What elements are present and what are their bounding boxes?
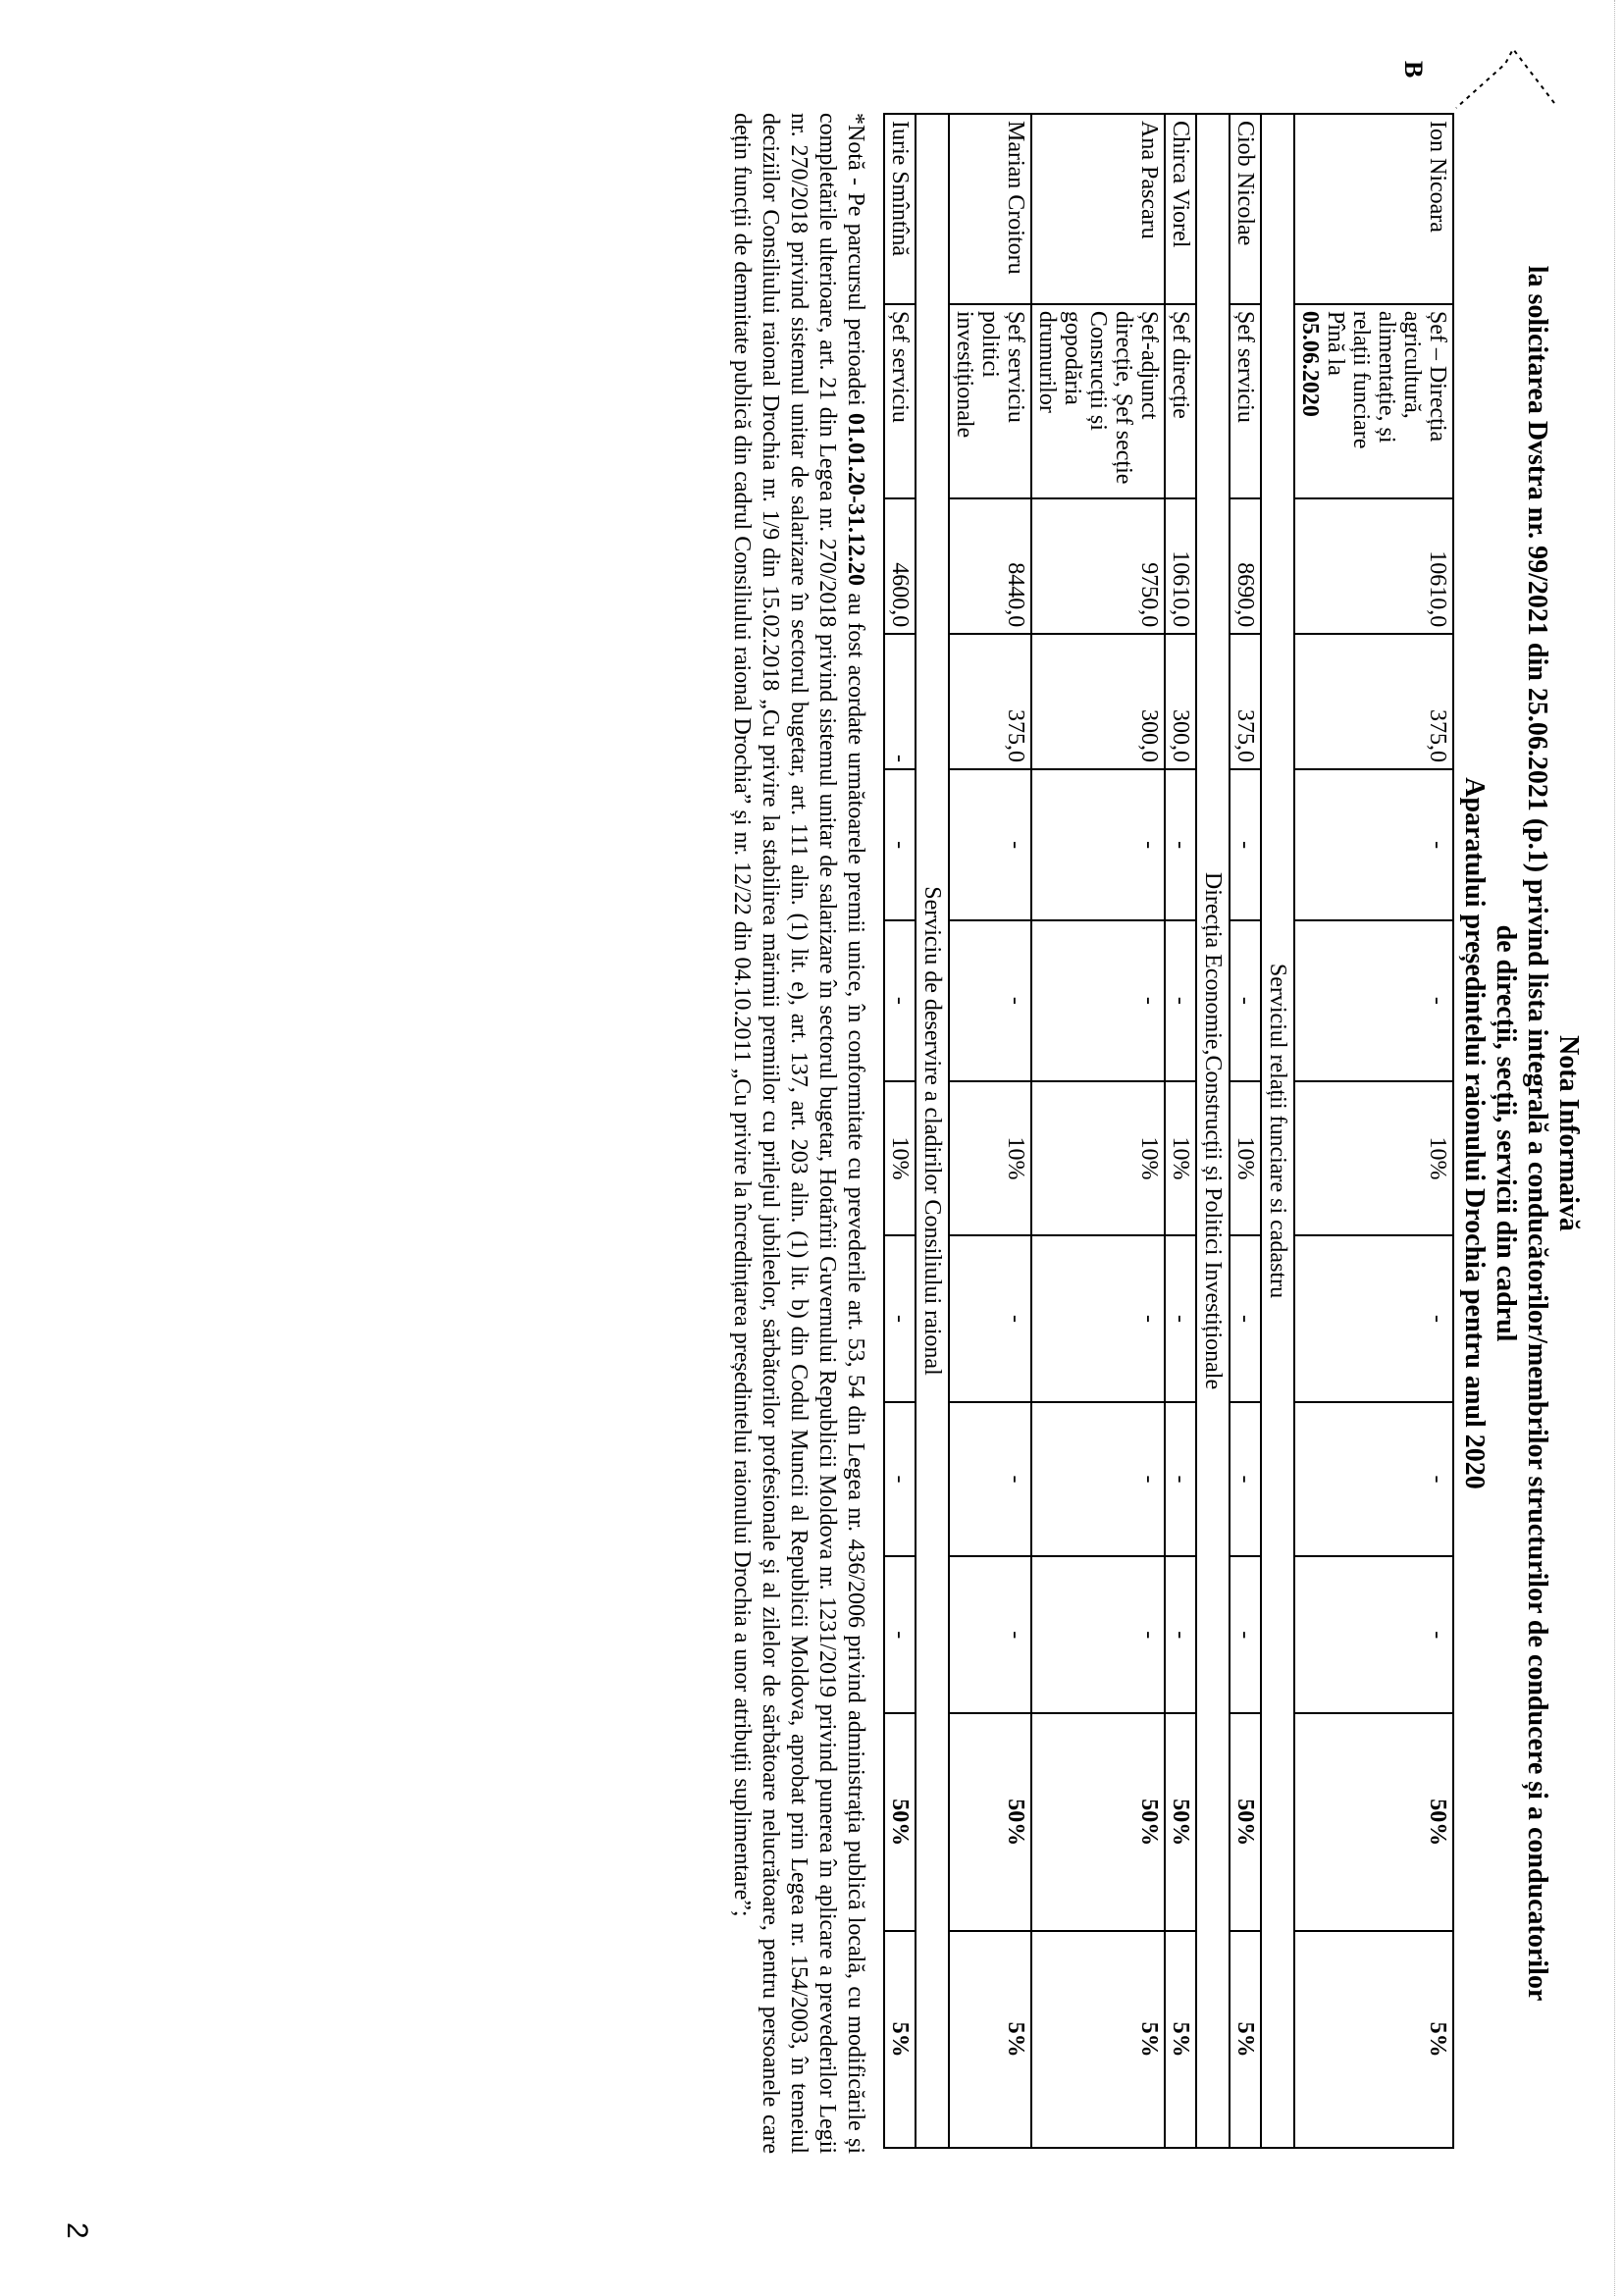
role-text: Șef-adjunct direcție, Șef secție Consrucții și gopodăria drumurilor	[1034, 310, 1162, 485]
table-body	[884, 114, 1453, 2148]
cell-value: -	[884, 634, 916, 769]
role-date: 05.06.2020	[1297, 310, 1323, 417]
cell-value: -	[884, 1556, 916, 1713]
cell-value: -	[1165, 769, 1196, 920]
cell-value: 300,0	[1031, 634, 1165, 769]
cell-value: -	[1294, 1235, 1453, 1401]
cell-value: -	[1031, 769, 1165, 920]
cell-value: 5%	[1165, 1931, 1196, 2148]
cell-value: -	[884, 1402, 916, 1557]
cell-value: 4600,0	[884, 498, 916, 634]
cell-value: 10%	[949, 1081, 1031, 1236]
cell-value: 5%	[949, 1931, 1031, 2148]
cell-value: -	[949, 1556, 1031, 1713]
cell-role	[884, 304, 916, 499]
cell-value: 8690,0	[1230, 498, 1261, 634]
cell-value: 50%	[1165, 1713, 1196, 1931]
cell-value: 5%	[1230, 1931, 1261, 2148]
cell-value: -	[949, 769, 1031, 920]
cell-value: -	[1230, 920, 1261, 1081]
table-row	[1230, 114, 1261, 2148]
footnote-period: 01.01.20-31.12.20	[843, 413, 868, 587]
section-label: Serviciu de deservire a cladirilor Consiliului raional	[916, 114, 949, 2148]
section-label: Serviciul relații funciare si cadastru	[1261, 114, 1294, 2148]
cell-name: Ciob Nicolae	[1230, 114, 1261, 304]
table-row	[884, 114, 916, 2148]
cell-value: -	[884, 769, 916, 920]
cell-role	[1165, 304, 1196, 499]
cell-name: Ana Pascaru	[1031, 114, 1165, 304]
role-text: Șef serviciu	[1232, 310, 1258, 423]
cell-role	[1294, 304, 1453, 499]
cell-value: -	[1294, 1556, 1453, 1713]
document-title: Nota Informaivă	[1553, 1035, 1584, 1231]
cell-value: -	[1031, 920, 1165, 1081]
cell-value: 10610,0	[1294, 498, 1453, 634]
footnote-prefix: *Notă - Pe parcursul perioadei	[843, 113, 868, 414]
cell-value: 5%	[1031, 1931, 1165, 2148]
cell-value: -	[1230, 769, 1261, 920]
cell-role	[949, 304, 1031, 499]
cell-value: 10%	[1230, 1081, 1261, 1236]
cell-name: Iurie Smîntînă	[884, 114, 916, 304]
cell-role	[1031, 304, 1165, 499]
leaders-table	[883, 113, 1454, 2149]
cell-value: -	[1230, 1556, 1261, 1713]
footnote-body: au fost acordate următoarele premii unice, în conformitate cu prevederile art. 53, 54 din Legea nr. 436/2006 privind administrația publică locală, cu modificările și completările ulterioare, art. 21 din Legea nr. 270/2018 privind sistemul unitar de salarizare în sectorul bugetar, Hotărîrii Guvernului Republicii Moldova nr. 1231/2019 privind punerea în aplicare a prevederilor Legii nr. 270/2018 privind sistemul unitar de salarizare în sectorul bugetar, art. 111 alin. (1) lit. e), art. 137, art. 203 alin. (1) lit. b) din Codul Muncii al Republicii Moldova, aprobat prin Legea nr. 154/2003, în temeiul deciziilor Consiliului raional Drochia nr. 1/9 din 15.02.2018 „Cu privire la stabilirea mărimii premiilor cu prilejul jubileelor, sărbătorilor profesionale și al zilelor de sărbătoare nelucrătoare, pentru persoanele care dețin funcții de demnitate publică din cadrul Consiliului raional Drochia” și nr. 12/22 din 04.10.2011 „Cu privire la încredințarea președintelui raionului Drochia a unor atribuții suplimentare”;	[729, 113, 868, 2155]
table-row	[1165, 114, 1196, 2148]
cell-value: -	[1294, 1402, 1453, 1557]
cell-value: 5%	[884, 1931, 916, 2148]
cell-value: -	[949, 920, 1031, 1081]
page-content	[727, 113, 1584, 2154]
cell-value: -	[949, 1402, 1031, 1557]
cell-role	[1230, 304, 1261, 499]
section-label: Direcția Economie,Construcții și Politici Investiționale	[1196, 114, 1230, 2148]
cell-name: Chirca Viorel	[1165, 114, 1196, 304]
cell-value: 375,0	[1294, 634, 1453, 769]
cell-value: 50%	[1031, 1713, 1165, 1931]
table-row	[1031, 114, 1165, 2148]
margin-mark: B	[1399, 61, 1428, 78]
cell-value: 10%	[1165, 1081, 1196, 1236]
cell-value: 9750,0	[1031, 498, 1165, 634]
cell-value: -	[1230, 1402, 1261, 1557]
role-text: Șef direcție	[1168, 310, 1193, 419]
cell-value: -	[1294, 920, 1453, 1081]
cell-value: -	[949, 1235, 1031, 1401]
page-number: 2	[61, 2222, 93, 2239]
document-header	[1458, 113, 1584, 2154]
cell-value: -	[1031, 1235, 1165, 1401]
cell-name: Marian Croitoru	[949, 114, 1031, 304]
document-subtitle-line2: de direcții, secții, servicii din cadrul	[1491, 924, 1521, 1342]
cell-value: 8440,0	[949, 498, 1031, 634]
cell-value: 10%	[1031, 1081, 1165, 1236]
cell-value: -	[1165, 1556, 1196, 1713]
table-row	[949, 114, 1031, 2148]
cell-name: Ion Nicoara	[1294, 114, 1453, 304]
cell-value: -	[1165, 1402, 1196, 1557]
role-text: Șef serviciu politici investiționale	[952, 310, 1028, 439]
document-subtitle-line3: Aparatului președintelui raionului Drochia pentru anul 2020	[1459, 777, 1490, 1489]
cell-value: 10%	[1294, 1081, 1453, 1236]
scan-edge-line	[1614, 0, 1615, 2296]
section-row	[916, 114, 949, 2148]
cell-value: -	[1230, 1235, 1261, 1401]
cell-value: 50%	[949, 1713, 1031, 1931]
section-row	[1196, 114, 1230, 2148]
cell-value: 50%	[884, 1713, 916, 1931]
cell-value: 10%	[884, 1081, 916, 1236]
cell-value: -	[884, 1235, 916, 1401]
cell-value: -	[1165, 920, 1196, 1081]
cell-value: 5%	[1294, 1931, 1453, 2148]
role-text: Șef serviciu	[887, 310, 913, 423]
cell-value: 375,0	[1230, 634, 1261, 769]
cell-value: 10610,0	[1165, 498, 1196, 634]
cell-value: 300,0	[1165, 634, 1196, 769]
section-row	[1261, 114, 1294, 2148]
cell-value: 50%	[1230, 1713, 1261, 1931]
role-text: Șef – Direcția agricultură, alimentație, și relații funciare Pînă la	[1323, 310, 1450, 449]
document-subtitle-line1: la solicitarea Dvstra nr. 99/2021 din 25.06.2021 (p.1) privind lista integrală a conducătorilor/membrilor structurilor de conducere și a conducatorilor	[1522, 265, 1552, 2002]
cell-value: -	[884, 920, 916, 1081]
table-row	[1294, 114, 1453, 2148]
cell-value: -	[1294, 769, 1453, 920]
cell-value: 375,0	[949, 634, 1031, 769]
cell-value: 50%	[1294, 1713, 1453, 1931]
cell-value: -	[1031, 1556, 1165, 1713]
footnote	[727, 113, 869, 2154]
cell-value: -	[1031, 1402, 1165, 1557]
cell-value: -	[1165, 1235, 1196, 1401]
